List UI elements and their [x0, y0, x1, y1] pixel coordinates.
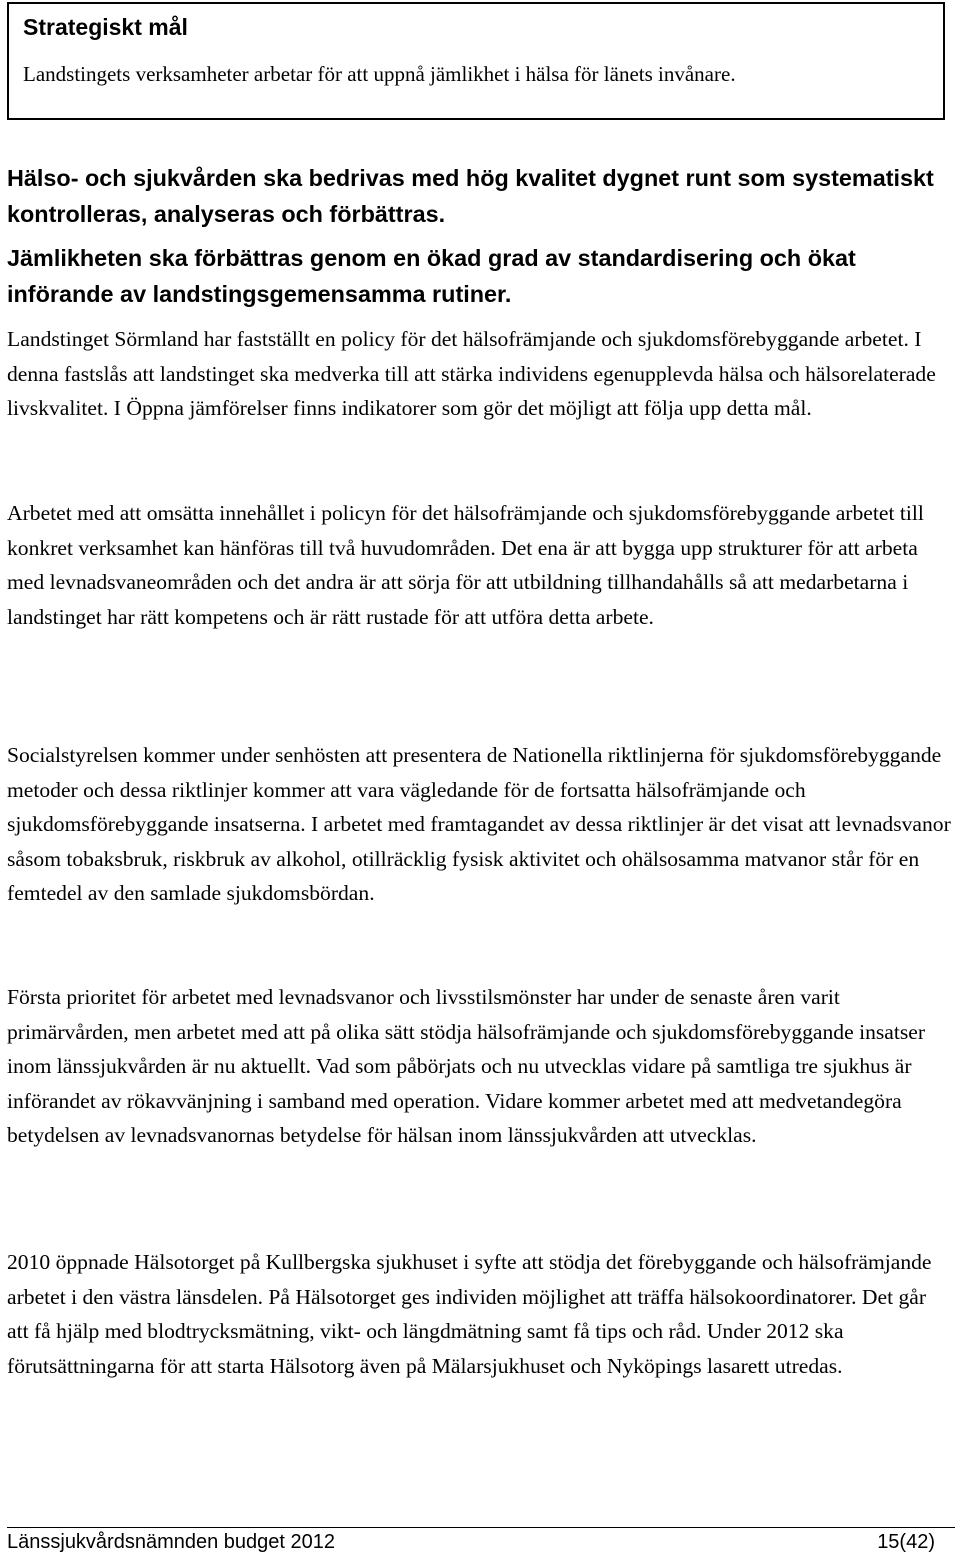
strategic-goal-box	[7, 2, 945, 120]
goal-text: Landstingets verksamheter arbetar för att uppnå jämlikhet i hälsa för länets invånare.	[23, 62, 736, 86]
paragraph-socialstyrelsen: Socialstyrelsen kommer under senhösten att presentera de Nationella riktlinjerna för sjukdomsförebyggande metoder och dessa riktlinjer kommer att vara vägledande för de fortsatta hälsofrämjande och sjukdomsförebyggande insatserna. I arbetet med framtagandet av dessa riktlinjer är det visat att levnadsvanor såsom tobaksbruk, riskbruk av alkohol, otillräcklig fysisk aktivitet och ohälsosamma matvanor står för en femtedel av den samlade sjukdomsbördan.	[7, 743, 951, 906]
footer-divider	[7, 1527, 955, 1528]
bold-statement-equality: Jämlikheten ska förbättras genom en ökad grad av standardisering och ökat införande av landstingsgemensamma rutiner.	[7, 245, 856, 307]
paragraph-policy: Landstinget Sörmland har fastställt en policy för det hälsofrämjande och sjukdomsförebyggande arbetet. I denna fastslås att landstinget ska medverka till att stärka individens egenupplevda hälsa och hälsorelaterade livskvalitet. I Öppna jämförelser finns indikatorer som gör det möjligt att följa upp detta mål.	[7, 327, 936, 421]
paragraph-work-areas: Arbetet med att omsätta innehållet i policyn för det hälsofrämjande och sjukdomsförebyggande arbetet till konkret verksamhet kan hänföras till två huvudområden. Det ena är att bygga upp strukturer för att arbeta med levnadsvaneområden och det andra är att sörja för att utbildning tillhandahålls så att medarbetarna i landstinget har rätt kompetens och är rätt rustade för att utföra detta arbete.	[7, 501, 924, 629]
footer-document-title: Länssjukvårdsnämnden budget 2012	[7, 1531, 336, 1553]
paragraph-priority: Första prioritet för arbetet med levnadsvanor och livsstilsmönster har under de senaste åren varit primärvården, men arbetet med att på olika sätt stödja hälsofrämjande och sjukdomsförebyggande insatser inom länssjukvården är nu aktuellt. Vad som påbörjats och nu utvecklas vidare på samtliga tre sjukhus är införandet av rökavvänjning i samband med operation. Vidare kommer arbetet med att medvetandegöra betydelsen av levnadsvanornas betydelse för hälsan inom länssjukvården att utvecklas.	[7, 985, 926, 1148]
bold-statement-quality: Hälso- och sjukvården ska bedrivas med hög kvalitet dygnet runt som systematiskt kontrolleras, analyseras och förbättras.	[7, 165, 934, 227]
paragraph-halsotorget: 2010 öppnade Hälsotorget på Kullbergska sjukhuset i syfte att stödja det förebyggande och hälsofrämjande arbetet i den västra länsdelen. På Hälsotorget ges individen möjlighet att träffa hälsokoordinatorer. Det går att få hjälp med blodtrycksmätning, vikt- och längdmätning samt få tips och råd. Under 2012 ska förutsättningarna för att starta Hälsotorg även på Mälarsjukhuset och Nyköpings lasarett utredas.	[7, 1250, 932, 1378]
goal-title: Strategiskt mål	[23, 14, 188, 40]
footer-page-number: 15(42)	[877, 1531, 935, 1553]
